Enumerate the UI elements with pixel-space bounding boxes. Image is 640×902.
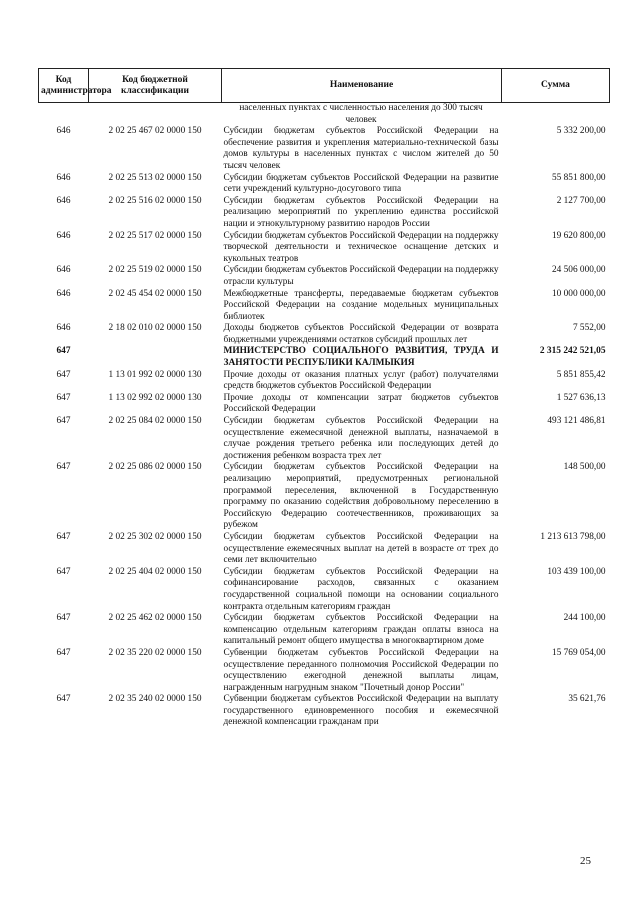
name-cell: Доходы бюджетов субъектов Российской Федерации от возврата бюджетными учреждениями остатков субсидий прошлых лет xyxy=(223,323,499,345)
budget-code-cell: 2 02 35 240 02 0000 150 xyxy=(108,694,202,705)
budget-code-cell: 2 02 25 517 02 0000 150 xyxy=(108,230,202,241)
sum-cell: 2 315 242 521,05 xyxy=(539,346,606,357)
admin-code-cell: 647 xyxy=(56,566,71,577)
sum-cell: 5 851 855,42 xyxy=(556,369,606,380)
header-admin-code: Код администратора xyxy=(39,69,89,103)
name-cell: Субсидии бюджетам субъектов Российской Федерации на поддержку отрасли культуры xyxy=(223,265,499,287)
name-cell: Субсидии бюджетам субъектов Российской Федерации на реализацию мероприятий, предусмотренных региональной программой переселения, включенной в Государственную программу по оказанию содействия добровольному переселению в Российскую Федерацию соотечественников, проживающих за рубежом xyxy=(223,462,499,531)
name-cell: Субсидии бюджетам субъектов Российской Федерации на осуществление ежемесячных выплат на детей в возрасте от трех до семи лет включительно xyxy=(223,531,499,566)
table-header xyxy=(39,69,610,103)
header-budget-code: Код бюджетной классификации xyxy=(89,69,222,103)
budget-code-cell: 2 02 25 084 02 0000 150 xyxy=(108,416,202,427)
table-row xyxy=(39,346,610,369)
table-row xyxy=(39,231,610,266)
budget-code-cell: 2 02 25 519 02 0000 150 xyxy=(108,265,202,276)
sum-cell: 10 000 000,00 xyxy=(552,288,606,299)
table-row xyxy=(39,694,610,729)
sum-cell: 103 439 100,00 xyxy=(547,566,606,577)
admin-code-cell: 647 xyxy=(56,416,71,427)
table-row xyxy=(39,173,610,196)
admin-code-cell xyxy=(39,103,89,127)
sum-cell: 35 621,76 xyxy=(568,694,606,705)
sum-cell xyxy=(502,103,610,127)
budget-code-cell: 2 02 45 454 02 0000 150 xyxy=(108,288,202,299)
budget-code-cell: 1 13 01 992 02 0000 130 xyxy=(108,369,202,380)
sum-cell: 148 500,00 xyxy=(563,462,606,473)
name-cell: Прочие доходы от оказания платных услуг (работ) получателями средств бюджетов субъектов Российской Федерации xyxy=(223,369,499,392)
name-cell: Субсидии бюджетам субъектов Российской Федерации на софинансирование расходов, связанных с оказанием государственной социальной помощи на основании социального контракта отдельным категориям граждан xyxy=(223,566,499,612)
budget-code-cell: 2 02 35 220 02 0000 150 xyxy=(108,647,202,658)
table-row xyxy=(39,370,610,393)
sum-cell: 1 527 636,13 xyxy=(556,392,606,403)
budget-code-cell: 2 18 02 010 02 0000 150 xyxy=(108,323,202,334)
admin-code-cell: 647 xyxy=(56,531,71,542)
name-cell: Субвенции бюджетам субъектов Российской Федерации на выплату государственного единовременного пособия и ежемесячной денежной компенсации гражданам при xyxy=(223,694,499,728)
budget-code-cell: 2 02 25 513 02 0000 150 xyxy=(108,172,202,183)
admin-code-cell: 646 xyxy=(56,230,71,241)
document-sheet xyxy=(38,68,609,729)
sum-cell: 1 213 613 798,00 xyxy=(540,531,606,542)
header-name: Наименование xyxy=(222,69,502,103)
sum-cell: 19 620 800,00 xyxy=(552,230,606,241)
admin-code-cell: 646 xyxy=(56,195,71,206)
table-row xyxy=(39,103,610,127)
budget-code-cell: 2 02 25 462 02 0000 150 xyxy=(108,613,202,624)
table-row xyxy=(39,323,610,346)
table-body xyxy=(39,103,610,730)
name-cell: Субсидии бюджетам субъектов Российской Федерации на осуществление ежемесячной денежной выплаты, назначаемой в случае рождения третьего ребенка или последующих детей до достижения ребенком возраста трех лет xyxy=(223,416,499,461)
admin-code-cell: 647 xyxy=(56,462,71,473)
name-cell: населенных пунктах с численностью населения до 300 тысяч человек xyxy=(239,103,483,125)
admin-code-cell: 647 xyxy=(56,694,71,705)
table-row xyxy=(39,462,610,532)
name-cell: Субсидии бюджетам субъектов Российской Федерации на компенсацию отдельным категориям граждан оплаты взноса на капитальный ремонт общего имущества в многоквартирном доме xyxy=(223,613,499,647)
name-cell: МИНИСТЕРСТВО СОЦИАЛЬНОГО РАЗВИТИЯ, ТРУДА И ЗАНЯТОСТИ РЕСПУБЛИКИ КАЛМЫКИЯ xyxy=(223,346,499,369)
sum-cell: 244 100,00 xyxy=(563,613,606,624)
sum-cell: 55 851 800,00 xyxy=(552,172,606,183)
admin-code-cell: 647 xyxy=(56,392,71,403)
budget-table xyxy=(38,68,610,729)
admin-code-cell: 646 xyxy=(56,126,71,137)
table-row xyxy=(39,416,610,462)
name-cell: Субсидии бюджетам субъектов Российской Федерации на поддержку творческой деятельности и техническое оснащение детских и кукольных театров xyxy=(223,230,499,264)
admin-code-cell: 646 xyxy=(56,172,71,183)
admin-code-cell: 647 xyxy=(56,369,71,380)
table-row xyxy=(39,196,610,231)
sum-cell: 493 121 486,81 xyxy=(547,416,606,427)
name-cell: Субвенции бюджетам субъектов Российской Федерации на осуществление переданного полномочия Российской Федерации по осуществлению ежегодной денежной выплаты лицам, награжденным нагрудным знаком "Почетный донор России" xyxy=(223,647,499,693)
admin-code-cell: 646 xyxy=(56,323,71,334)
budget-code-cell: 1 13 02 992 02 0000 130 xyxy=(108,392,202,403)
table-row xyxy=(39,393,610,416)
sum-cell: 24 506 000,00 xyxy=(552,265,606,276)
table-row xyxy=(39,648,610,694)
header-sum: Сумма xyxy=(502,69,610,103)
admin-code-cell: 646 xyxy=(56,288,71,299)
table-row xyxy=(39,265,610,288)
table-row xyxy=(39,289,610,324)
budget-code-cell: 2 02 25 302 02 0000 150 xyxy=(108,531,202,542)
budget-code-cell xyxy=(89,103,222,127)
admin-code-cell: 647 xyxy=(56,647,71,658)
table-row xyxy=(39,567,610,613)
page-number: 25 xyxy=(580,855,591,867)
admin-code-cell: 647 xyxy=(56,346,71,357)
budget-code-cell: 2 02 25 467 02 0000 150 xyxy=(108,126,202,137)
name-cell: Субсидии бюджетам субъектов Российской Федерации на развитие сети учреждений культурно-досугового типа xyxy=(223,172,499,195)
budget-code-cell: 2 02 25 516 02 0000 150 xyxy=(108,195,202,206)
name-cell: Прочие доходы от компенсации затрат бюджетов субъектов Российской Федерации xyxy=(223,392,499,415)
sum-cell: 15 769 054,00 xyxy=(552,647,606,658)
admin-code-cell: 646 xyxy=(56,265,71,276)
sum-cell: 7 552,00 xyxy=(572,323,606,334)
budget-code-cell: 2 02 25 404 02 0000 150 xyxy=(108,566,202,577)
table-row xyxy=(39,532,610,567)
name-cell: Межбюджетные трансферты, передаваемые бюджетам субъектов Российской Федерации на создание модельных муниципальных библиотек xyxy=(223,288,499,322)
admin-code-cell: 647 xyxy=(56,613,71,624)
budget-code-cell: 2 02 25 086 02 0000 150 xyxy=(108,462,202,473)
table-row xyxy=(39,126,610,172)
sum-cell: 5 332 200,00 xyxy=(556,126,606,137)
table-row xyxy=(39,613,610,648)
name-cell: Субсидии бюджетам субъектов Российской Федерации на реализацию мероприятий по укреплению единства российской нации и этнокультурному развитию народов России xyxy=(223,195,499,229)
name-cell: Субсидии бюджетам субъектов Российской Федерации на обеспечение развития и укрепления материально-технической базы домов культуры в населенных пунктах с числом жителей до 50 тысяч человек xyxy=(223,126,499,171)
budget-code-cell xyxy=(89,346,222,369)
sum-cell: 2 127 700,00 xyxy=(556,195,606,206)
